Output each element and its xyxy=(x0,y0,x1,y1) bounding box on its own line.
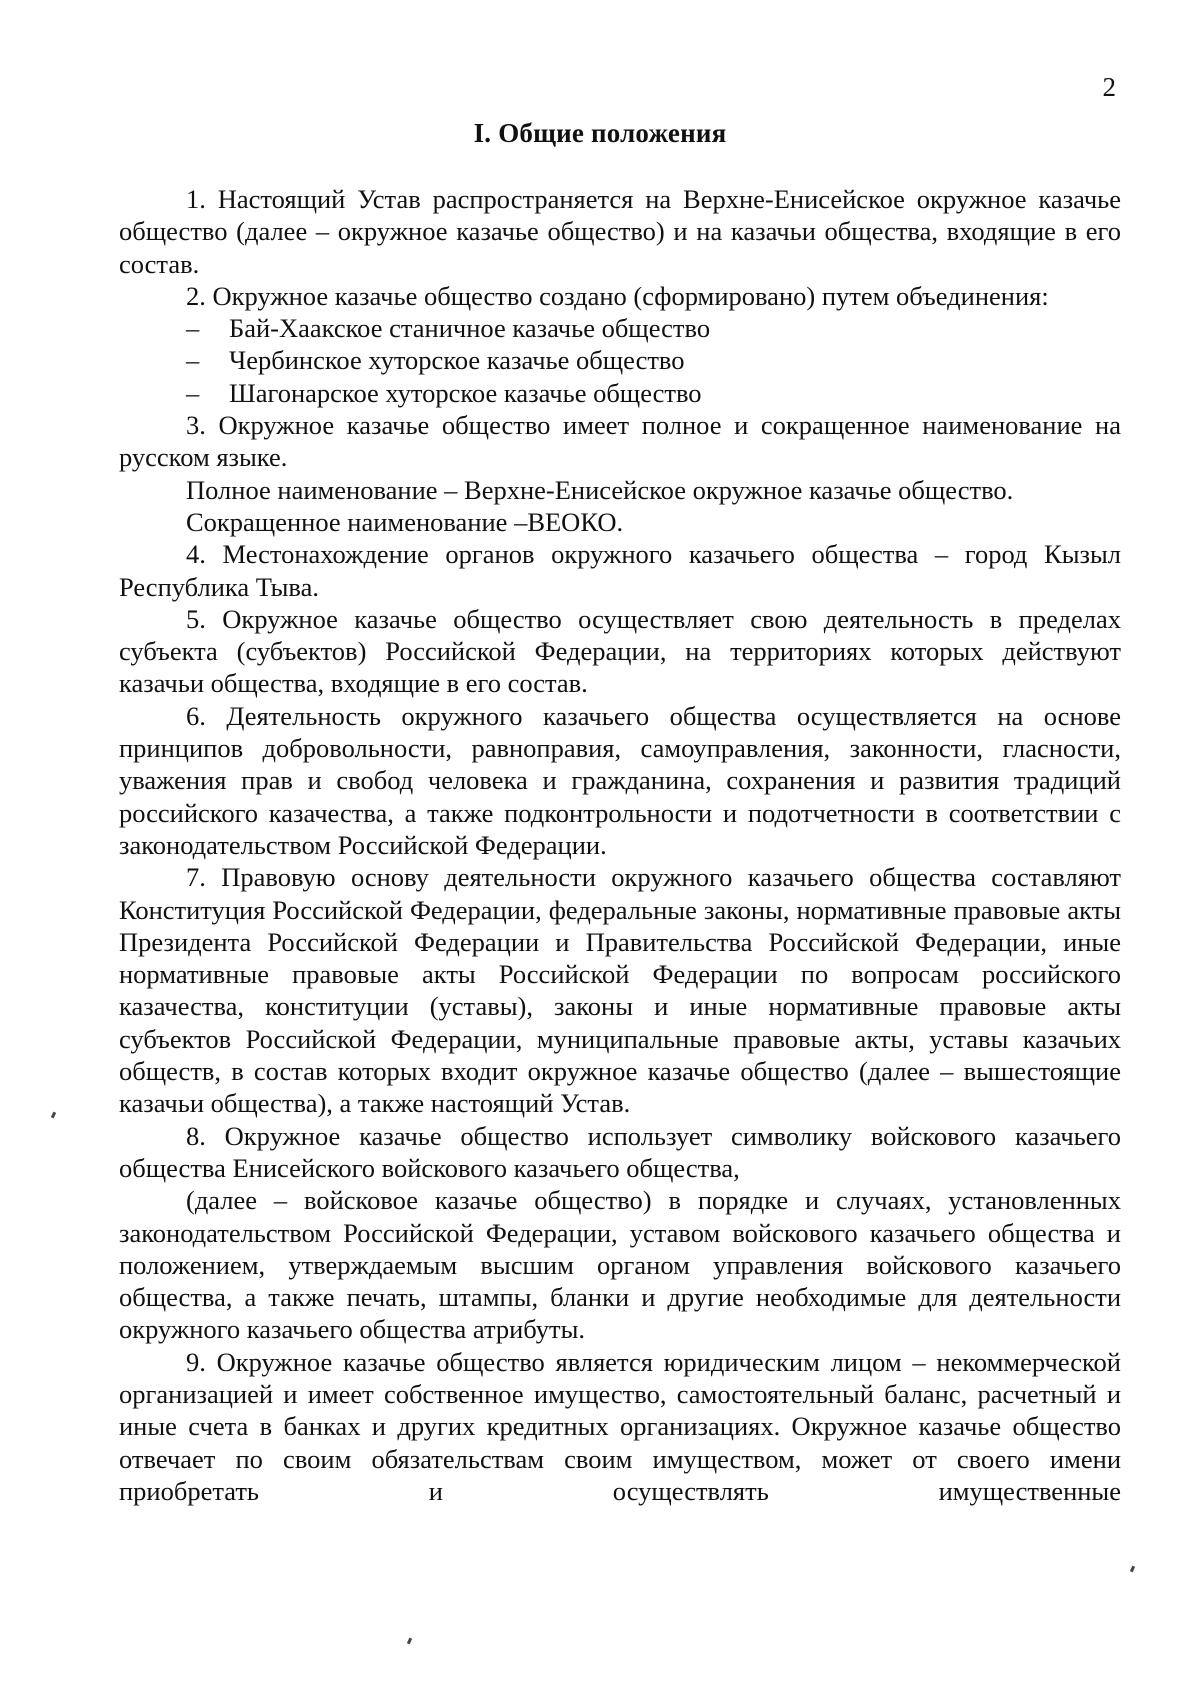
scan-speck-bottom xyxy=(407,1638,412,1645)
list-dash-marker: – xyxy=(186,313,200,344)
paragraph-8-continuation: (далее – войсковое казачье общество) в порядке и случаях, установленных законодательством Российской Федерации, уставом войскового казачьего общества и положением, утверждаемым высшим органом управления войскового казачьего общества, а также печать, штампы, бланки и другие необходимые для деятельности окружного казачьего общества атрибуты. xyxy=(119,1185,1121,1345)
list-dash-marker: – xyxy=(186,345,200,376)
list-item-text: Шагонарское хуторское казачье общество xyxy=(229,377,702,408)
paragraph-6: 6. Деятельность окружного казачьего общества осуществляется на основе принципов добровольности, равноправия, самоуправления, законности, гласности, уважения прав и свобод человека и гражданина, сохранения и развития традиций российского казачества, а также подконтрольности и подотчетности в соответствии с законодательством Российской Федерации. xyxy=(119,700,1121,860)
founders-list xyxy=(119,312,1121,409)
paragraph-1: 1. Настоящий Устав распространяется на Верхне-Енисейское окружное казачье общество (далее – окружное казачье общество) и на казачьи общества, входящие в его состав. xyxy=(119,184,1121,279)
full-name-line: Полное наименование – Верхне-Енисейское окружное казачье общество. xyxy=(186,474,1014,505)
paragraph-2: 2. Окружное казачье общество создано (сформировано) путем объединения: xyxy=(186,280,1049,311)
section-title: I. Общие положения xyxy=(473,118,727,148)
paragraph-7: 7. Правовую основу деятельности окружного казачьего общества составляют Конституция Российской Федерации, федеральные законы, нормативные правовые акты Президента Российской Федерации и Правительства Российской Федерации, иные нормативные правовые акты Российской Федерации по вопросам российского казачества, конституции (уставы), законы и иные нормативные правовые акты субъектов Российской Федерации, муниципальные правовые акты, уставы казачьих обществ, в состав которых входит окружное казачье общество (далее – вышестоящие казачьи общества), а также настоящий Устав. xyxy=(119,862,1121,1119)
scan-speck-right xyxy=(1130,1566,1135,1573)
short-name-line: Сокращенное наименование –ВЕОКО. xyxy=(186,506,624,537)
paragraph-9: 9. Окружное казачье общество является юридическим лицом – некоммерческой организацией и имеет собственное имущество, самостоятельный баланс, расчетный и иные счета в банках и других кредитных организациях. Окружное казачье общество отвечает по своим обязательствам своим имуществом, может от своего имени приобретать и осуществлять имущественные xyxy=(119,1346,1121,1506)
paragraph-4: 4. Местонахождение органов окружного казачьего общества – город Кызыл Республика Тыва. xyxy=(119,539,1121,602)
scan-speck-left xyxy=(51,1112,56,1119)
paragraph-5: 5. Окружное казачье общество осуществляет свою деятельность в пределах субъекта (субъектов) Российской Федерации, на территориях которых действуют казачьи общества, входящие в его состав. xyxy=(119,603,1121,699)
list-item-text: Бай-Хаакское станичное казачье общество xyxy=(229,313,711,344)
document-body xyxy=(119,183,1121,1507)
paragraph-8: 8. Окружное казачье общество использует символику войскового казачьего общества Енисейского войскового казачьего общества, xyxy=(119,1120,1121,1183)
list-item xyxy=(119,344,1121,376)
paragraph-3: 3. Окружное казачье общество имеет полное и сокращенное наименование на русском языке. xyxy=(119,410,1121,473)
list-dash-marker: – xyxy=(186,377,200,408)
list-item xyxy=(119,312,1121,344)
page-number: 2 xyxy=(1102,72,1116,102)
list-item xyxy=(119,377,1121,409)
list-item-text: Чербинское хуторское казачье общество xyxy=(229,345,685,376)
